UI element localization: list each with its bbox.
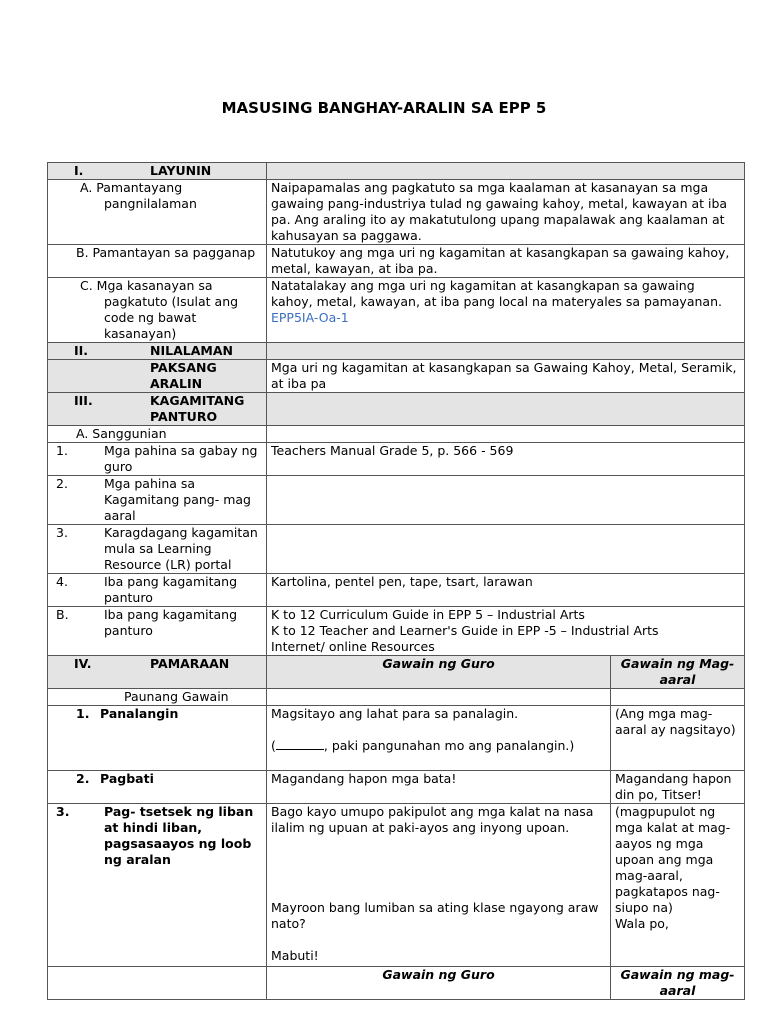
step-3-guro-line1: Bago kayo umupo pakipulot ang mga kalat na nasa ilalim ng upuan at paki-ayos ang inyong upoan. (271, 804, 594, 835)
ref-3-label: 3. Karagdagang kagamitan mula sa Learning Resource (LR) portal (48, 525, 267, 574)
section-layunin-heading: I. LAYUNIN (48, 163, 267, 180)
ref-1-text: Teachers Manual Grade 5, p. 566 - 569 (267, 443, 745, 476)
ref-2-row (48, 476, 745, 525)
lesson-plan-table (47, 162, 745, 1000)
paksa-text: Mga uri ng kagamitan at kasangkapan sa Gawaing Kahoy, Metal, Seramik, at iba pa (267, 360, 745, 393)
section-nilalaman-empty (267, 343, 745, 360)
objective-a-label: A. Pamantayang pangnilalaman (48, 180, 267, 245)
ref-b-line: Internet/ online Resources (271, 639, 435, 654)
ref-b-row (48, 607, 745, 656)
step-2-aaral: Magandang hapon din po, Titser! (611, 771, 745, 804)
objective-a-row (48, 180, 745, 245)
footer-guro-heading: Gawain ng Guro (267, 967, 611, 1000)
step-3-aaral (611, 804, 745, 967)
paksa-label: PAKSANG ARALIN (48, 360, 267, 393)
step-2-label: 2. Pagbati (48, 771, 267, 804)
step-1-row (48, 706, 745, 771)
objective-c-cell (267, 278, 745, 343)
step-3-row (48, 804, 745, 967)
step-3-aaral-line2: Wala po, (615, 916, 669, 931)
sanggunian-label: A. Sanggunian (48, 426, 267, 443)
footer-empty (48, 967, 267, 1000)
ref-4-text: Kartolina, pentel pen, tape, tsart, larawan (267, 574, 745, 607)
paunang-guro-empty (267, 689, 611, 706)
ref-b-label: B. Iba pang kagamitang panturo (48, 607, 267, 656)
ref-b-line: K to 12 Curriculum Guide in EPP 5 – Industrial Arts (271, 607, 585, 622)
section-pamaraan-row (48, 656, 745, 689)
step-2-row (48, 771, 745, 804)
paunang-row (48, 689, 745, 706)
section-nilalaman-heading: II. NILALAMAN (48, 343, 267, 360)
step-1-guro-line1: Magsitayo ang lahat para sa panalagin. (271, 706, 519, 721)
paunang-aaral-empty (611, 689, 745, 706)
step-3-label: 3. Pag- tsetsek ng liban at hindi liban, pagsasaayos ng loob ng aralan (48, 804, 267, 967)
objective-a-text: Naipapamalas ang pagkatuto sa mga kaalaman at kasanayan sa mga gawaing pang-industriya tulad ng gawaing kahoy, metal, kawayan at iba pa. Ang araling ito ay makatutulong upang mapalawak ang kaalaman at kahusayan sa paggawa. (267, 180, 745, 245)
step-3-guro (267, 804, 611, 967)
step-3-guro-line3: Mabuti! (271, 948, 319, 963)
ref-1-row (48, 443, 745, 476)
step-1-guro (267, 706, 611, 771)
section-kagamitan-heading: III. KAGAMITANG PANTURO (48, 393, 267, 426)
ref-3-text (267, 525, 745, 574)
ref-b-line: K to 12 Teacher and Learner's Guide in EPP -5 – Industrial Arts (271, 623, 659, 638)
competency-code: EPP5IA-Oa-1 (271, 310, 349, 325)
objective-c-text: Natatalakay ang mga uri ng kagamitan at kasangkapan sa gawaing kahoy, metal, kawayan, at iba pang local na materyales sa pamayanan. (271, 278, 722, 309)
step-1-label: 1. Panalangin (48, 706, 267, 771)
section-pamaraan-heading: IV. PAMARAAN (48, 656, 267, 689)
page-title: MASUSING BANGHAY-ARALIN SA EPP 5 (221, 99, 547, 117)
objective-b-text: Natutukoy ang mga uri ng kagamitan at kasangkapan sa gawaing kahoy, metal, kawayan, at iba pa. (267, 245, 745, 278)
section-layunin-row (48, 163, 745, 180)
step-3-guro-line2: Mayroon bang lumiban sa ating klase ngayong araw nato? (271, 900, 599, 931)
sanggunian-empty (267, 426, 745, 443)
section-kagamitan-empty (267, 393, 745, 426)
paksa-row (48, 360, 745, 393)
footer-magaaral-heading: Gawain ng mag-aaral (611, 967, 745, 1000)
ref-3-row (48, 525, 745, 574)
section-kagamitan-row (48, 393, 745, 426)
guro-column-heading: Gawain ng Guro (267, 656, 611, 689)
step-2-guro: Magandang hapon mga bata! (267, 771, 611, 804)
ref-1-label: 1. Mga pahina sa gabay ng guro (48, 443, 267, 476)
ref-2-label: 2. Mga pahina sa Kagamitang pang- mag aaral (48, 476, 267, 525)
paunang-label: Paunang Gawain (48, 689, 267, 706)
ref-4-label: 4. Iba pang kagamitang panturo (48, 574, 267, 607)
name-blank (276, 739, 324, 750)
step-1-aaral: (Ang mga mag-aaral ay nagsitayo) (611, 706, 745, 771)
step-1-guro-line2: ( , paki pangunahan mo ang panalangin.) (271, 738, 575, 753)
ref-b-list (267, 607, 745, 656)
sanggunian-row (48, 426, 745, 443)
objective-c-row (48, 278, 745, 343)
ref-2-text (267, 476, 745, 525)
section-nilalaman-row (48, 343, 745, 360)
magaaral-column-heading: Gawain ng Mag-aaral (611, 656, 745, 689)
step-3-aaral-line1: (magpupulot ng mga kalat at mag-aayos ng mga upoan ang mga mag-aaral, pagkatapos nag-siupo na) (615, 804, 731, 915)
objective-c-label: C. Mga kasanayan sa pagkatuto (Isulat ang code ng bawat kasanayan) (48, 278, 267, 343)
footer-row (48, 967, 745, 1000)
objective-b-row (48, 245, 745, 278)
section-layunin-empty (267, 163, 745, 180)
objective-b-label: B. Pamantayan sa pagganap (48, 245, 267, 278)
ref-4-row (48, 574, 745, 607)
